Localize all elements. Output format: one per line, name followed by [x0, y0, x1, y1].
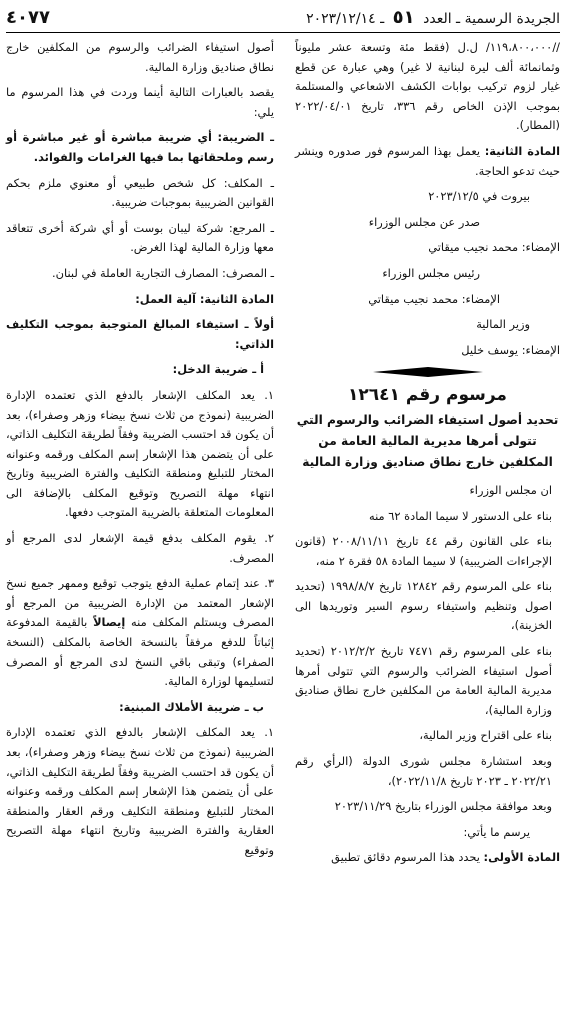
section-one-heading: أولاً ـ استيفاء المبالغ المتوجبة بموجب التكليف الذاتي:	[6, 317, 274, 351]
preamble-line: ان مجلس الوزراء	[469, 482, 552, 497]
article-label: المادة الأولى:	[483, 850, 560, 865]
signatory-title: رئيس مجلس الوزراء	[382, 265, 480, 280]
preamble-line: بناء على اقتراح وزير المالية،	[419, 728, 552, 743]
paragraph: أصول استيفاء الضرائب والرسوم من المكلفين خارج نطاق صناديق وزارة المالية.	[6, 40, 274, 74]
clause-text: بالقيمة المدفوعة إثباتاً للدفع مرفقاً بالنسخة الخاصة بالمكلف (النسخة الصفراء) وتبقى باقي النسخ لدى المرجع أو المصرف لتسليمها لوزارة المالية.	[6, 615, 274, 689]
signature: الإمضاء: محمد نجيب ميقاتي	[368, 291, 500, 306]
clause-a3	[6, 574, 274, 692]
decree-text-continued: //١١٩،٨٠٠،٠٠٠/ ل.ل (فقط مئة وتسعة عشر مليوناً وثمانمائة ألف ليرة لبنانية لا غير) وهي عبارة عن قطع غيار لزوم تركيب بوابات الكشف الاشعاعي والمستلمة بموجب الإذن الخاص رقم ٣٣٦، تاريخ ٢٠٢٢/٠٤/٠١ (المطار).	[295, 40, 560, 133]
receipt-emphasis: إيصالاً	[93, 615, 126, 630]
article-text: يحدد هذا المرسوم دقائق تطبيق	[331, 850, 484, 865]
decree-number: مرسوم رقم ١٢٦٤١	[348, 385, 507, 406]
article-two-heading: المادة الثانية: آلية العمل:	[135, 291, 274, 306]
clause-a1: ١. يعد المكلف الإشعار بالدفع الذي تعتمده الإدارة الضريبية (نموذج من ثلاث نسخ بيضاء وزهر وصفراء)، بعد أن يكون قد احتسب الضريبة وفقاً لطريقة التكليف الذاتي، على أن يتضمن هذا الإشعار إسم المكلف ورقمه وعنوانه المختار للتبليغ ومنطقة التكليف والفترة الضريبية وتاريخ انتهاء مهلة التصريح وتوقيع المكلف بالإضافة الى المعلومات المتعلقة بالضريبة المتوجب دفعها.	[6, 387, 274, 520]
article-label: المادة الثانية:	[484, 143, 560, 158]
decree-title: تحديد أصول استيفاء الضرائب والرسوم التي تتولى أمرها مديرية المالية العامة من المكلفين خارج نطاق صناديق وزارة المالية	[296, 412, 559, 469]
decrees-statement: يرسم ما يأتي:	[463, 824, 530, 839]
preamble-line: بناء على القانون رقم ٤٤ تاريخ ٢٠٠٨/١١/١١ (قانون الإجراءات الضريبية) لا سيما المادة ٥٨ فقرة ٢ منه،	[295, 534, 552, 568]
left-column	[6, 38, 274, 867]
divider-ornament	[373, 366, 483, 378]
article-text: يعمل بهذا المرسوم فور صدوره وينشر حيث تدعو الحاجة.	[295, 143, 560, 178]
place-date: بيروت في ٢٠٢٣/١٢/٥	[428, 189, 530, 204]
gazette-date: ـ ٢٠٢٣/١٢/١٤	[306, 10, 385, 27]
issue-number: ٥١	[392, 6, 415, 28]
definition-taxpayer: ـ المكلف: كل شخص طبيعي أو معنوي ملزم بحكم القوانين الضريبية بموجبات ضريبية.	[6, 175, 274, 210]
clause-b1: ١. يعد المكلف الإشعار بالدفع الذي تعتمده الإدارة الضريبية (نموذج من ثلاث نسخ بيضاء وزهر وصفراء)، بعد أن يكون قد احتسب الضريبة وفقاً لطريقة التكليف الذاتي، على أن يتضمن هذا الإشعار إسم المكلف ورقمه وعنوانه المختار للتبليغ ومنطقة التكليف ورقم العقار والمنطقة العقارية والفترة الضريبية وتاريخ انتهاء مهلة التصريح وتوقيع	[6, 725, 274, 857]
article-one	[295, 848, 560, 868]
signature: الإمضاء: محمد نجيب ميقاتي	[428, 240, 560, 255]
section-divider	[295, 366, 560, 380]
definition-tax: ـ الضريبة: أي ضريبة مباشرة أو غير مباشرة أو رسم وملحقاتها بما فيها الغرامات والفوائد.	[6, 130, 274, 164]
page-header	[6, 4, 560, 30]
preamble-line: بناء على الدستور لا سيما المادة ٦٢ منه	[369, 508, 552, 523]
definition-bank: ـ المصرف: المصارف التجارية العاملة في لبنان.	[52, 265, 274, 280]
paragraph: يقصد بالعبارات التالية أينما وردت في هذا المرسوم ما يلي:	[6, 85, 274, 119]
signatory-title: وزير المالية	[476, 317, 530, 332]
header-rule	[6, 32, 560, 33]
preamble-line: وبعد موافقة مجلس الوزراء بتاريخ ٢٠٢٣/١١/٢٩	[334, 799, 552, 814]
gazette-name: الجريدة الرسمية ـ العدد	[423, 10, 560, 27]
preamble-line: وبعد استشارة مجلس شورى الدولة (الرأي رقم ٢٠٢٢/٢١ ـ ٢٠٢٣ تاريخ ٢٠٢٢/١١/٨)،	[295, 754, 552, 788]
right-column	[295, 38, 560, 874]
page-number: ٤٠٧٧	[6, 6, 50, 28]
preamble-line: بناء على المرسوم رقم ١٢٨٤٢ تاريخ ١٩٩٨/٨/٧ (تحديد اصول وتنظيم واستيفاء رسوم السير وتوريدها الى الخزينة)،	[295, 579, 553, 633]
article-two	[295, 142, 560, 181]
subsection-a-heading: أ ـ ضريبة الدخل:	[172, 362, 264, 377]
signatory-title: صدر عن مجلس الوزراء	[368, 214, 480, 229]
subsection-b-heading: ب ـ ضريبة الأملاك المبنية:	[119, 699, 264, 714]
definition-reference: ـ المرجع: شركة ليبان بوست أو أي شركة أخرى تتعاقد معها وزارة المالية لهذا الغرض.	[6, 220, 274, 255]
clause-a2: ٢. يقوم المكلف بدفع قيمة الإشعار لدى المرجع أو المصرف.	[6, 531, 274, 565]
gazette-heading	[306, 7, 560, 28]
preamble-line: بناء على المرسوم رقم ٧٤٧١ تاريخ ٢٠١٢/٢/٢ (تحديد أصول استيفاء الضرائب والرسوم التي تتولى أمرها مديرية المالية العامة من المكلفين خارج نطاق صناديق وزارة المالية)،	[295, 644, 552, 717]
signature: الإمضاء: يوسف خليل	[461, 342, 560, 357]
clause-text: ٣. عند إتمام عملية الدفع يتوجب توقيع وممهر جميع نسخ الإشعار المعتمد من الإدارة الضريبية من المرجع أو المصرف ويستلم المكلف منه	[6, 576, 274, 630]
